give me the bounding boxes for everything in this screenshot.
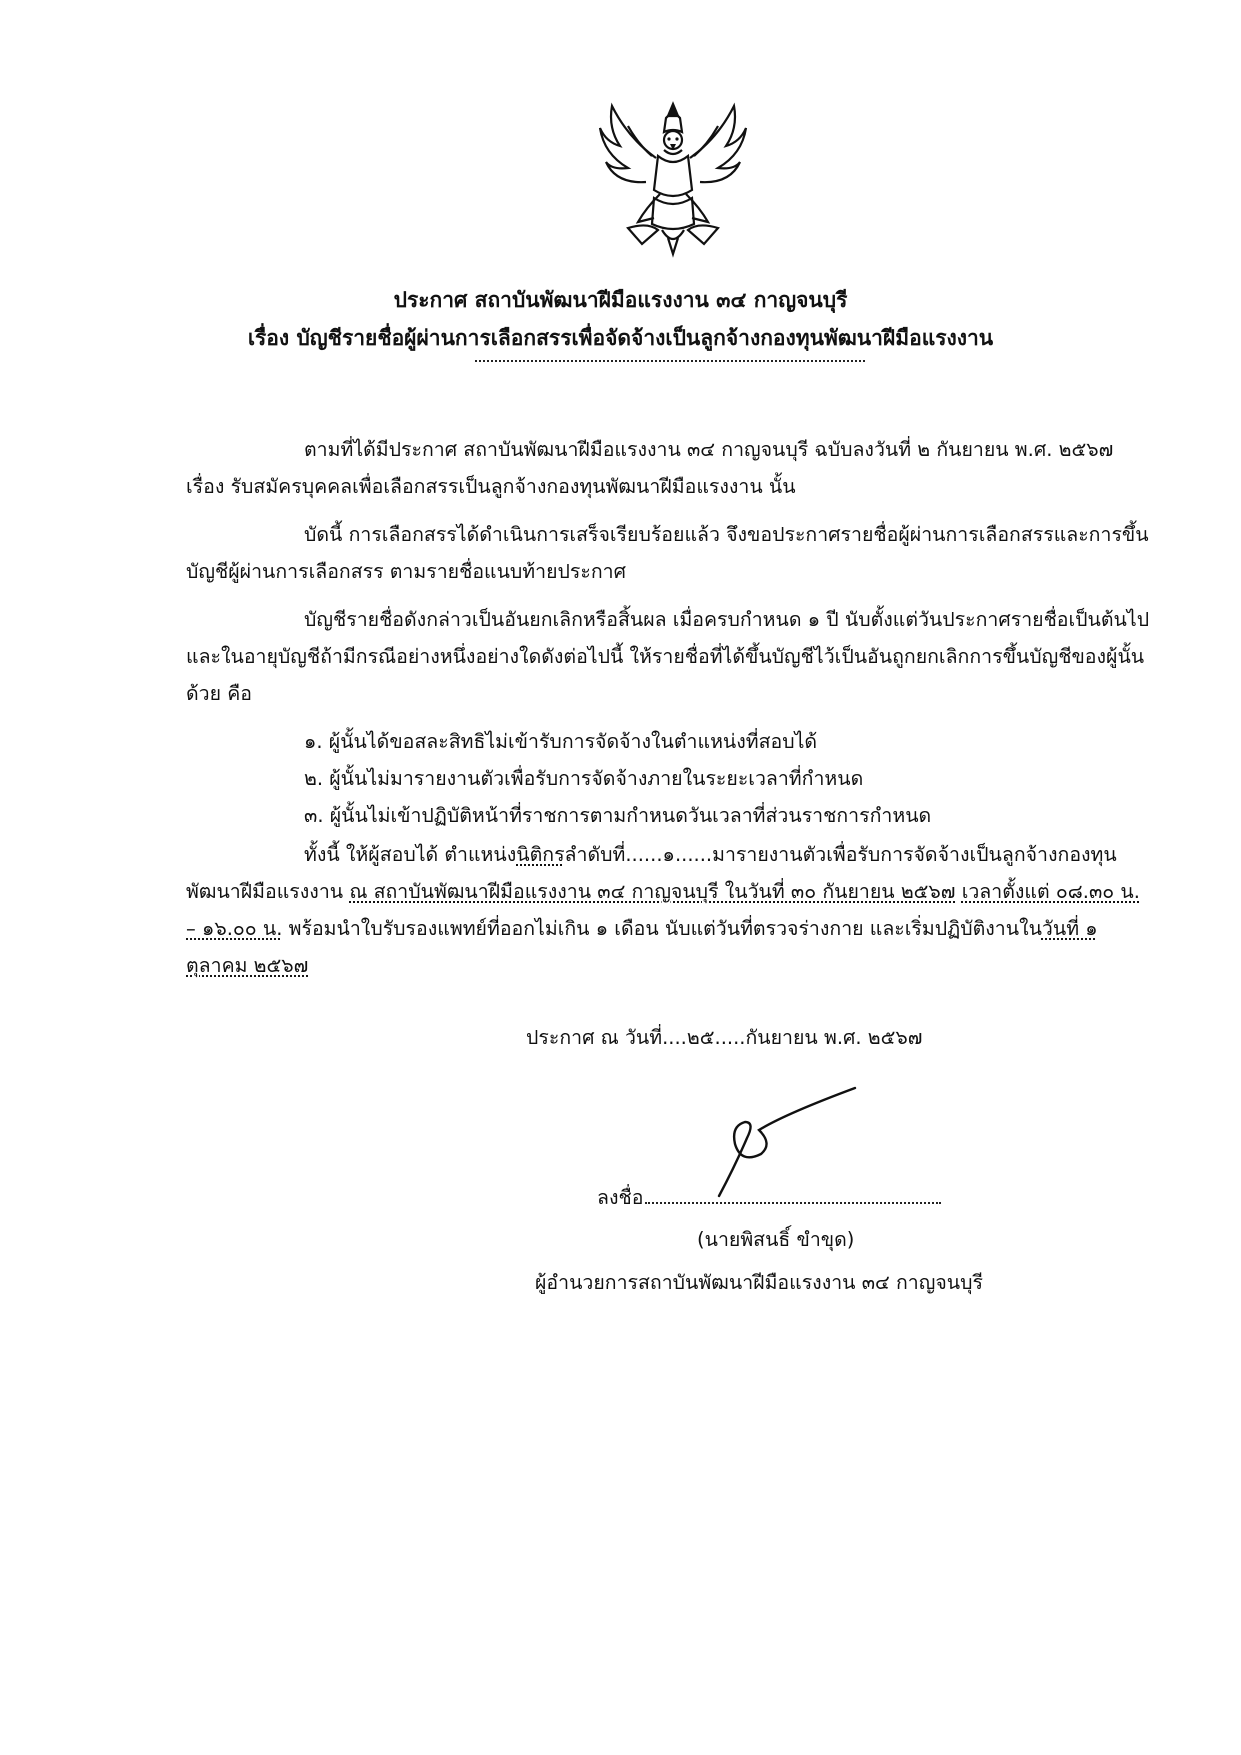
signature-label: ลงชื่อ [597,1186,644,1209]
reporting-intro: ทั้งนี้ ให้ผู้สอบได้ ตำแหน่ง [304,843,517,866]
signer-position: ผู้อำนวยการสถาบันพัฒนาฝีมือแรงงาน ๓๔ กาญจนบุรี [535,1271,983,1294]
list-item: ๓. ผู้นั้นไม่เข้าปฏิบัติหน้าที่ราชการตามกำหนดวันเวลาที่ส่วนราชการกำหนด [304,804,932,827]
announce-date-label: ประกาศ ณ วันที่.... [526,1026,687,1049]
paragraph-reference-text: ตามที่ได้มีประกาศ สถาบันพัฒนาฝีมือแรงงาน ๓๔ กาญจนบุรี ฉบับลงวันที่ ๒ กันยายน พ.ศ. ๒๕๖๗ เรื่อง รับสมัครบุคคลเพื่อเลือกสรรเป็นลูกจ้างกองทุนพัฒนาฝีมือแรงงาน นั้น [186,438,1114,498]
paragraph-reference [186,431,1154,505]
paragraph-result [186,516,1154,590]
signer-name: (นายพิสนธิ์ ขำขุด) [697,1228,855,1251]
announce-date [526,1022,922,1053]
paragraph-result-text: บัดนี้ การเลือกสรรได้ดำเนินการเสร็จเรียบร้อยแล้ว จึงขอประกาศรายชื่อผู้ผ่านการเลือกสรรและการขึ้นบัญชีผู้ผ่านการเลือกสรร ตามรายชื่อแนบท้ายประกาศ [186,523,1149,583]
reporting-medical-text: พร้อมนำใบรับรองแพทย์ที่ออกไม่เกิน ๑ เดือน นับแต่วันที่ตรวจร่างกาย และเริ่มปฏิบัติงานใน [282,917,1042,940]
list-item: ๒. ผู้นั้นไม่มารายงานตัวเพื่อรับการจัดจ้างภายในระยะเวลาที่กำหนด [304,767,864,790]
start-date: วันที่ ๑ ตุลาคม ๒๕๖๗ [186,917,1098,977]
signature-line [597,1182,941,1213]
reporting-place-date: ณ สถาบันพัฒนาฝีมือแรงงาน ๓๔ กาญจนบุรี ในวันที่ ๓๐ กันยายน ๒๕๖๗ [349,880,956,903]
list-item: ๑. ผู้นั้นได้ขอสละสิทธิไม่เข้ารับการจัดจ้างในตำแหน่งที่สอบได้ [304,730,818,753]
announce-day: ๒๕ [686,1026,715,1049]
announce-month-year: .....กันยายน พ.ศ. ๒๕๖๗ [714,1026,923,1049]
paragraph-reporting [186,836,1154,984]
reporting-time: เวลาตั้งแต่ ๐๘.๓๐ น. – ๑๖.๐๐ น. [186,880,1140,940]
announcement-title: ประกาศ สถาบันพัฒนาฝีมือแรงงาน ๓๔ กาญจนบุรี [393,288,848,312]
reporting-text: ......มารายงานตัวเพื่อรับการจัดจ้างเป็นลูกจ้างกองทุนพัฒนาฝีมือแรงงาน [186,843,1117,903]
rank-label: ลำดับที่...... [564,843,663,866]
title-divider [475,360,865,362]
paragraph-validity-text: บัญชีรายชื่อดังกล่าวเป็นอันยกเลิกหรือสิ้นผล เมื่อครบกำหนด ๑ ปี นับตั้งแต่วันประกาศรายชื่อเป็นต้นไป และในอายุบัญชีถ้ามีกรณีอย่างหนึ่งอย่างใดดังต่อไปนี้ ให้รายชื่อที่ได้ขึ้นบัญชีไว้เป็นอันถูกยกเลิกการขึ้นบัญชีของผู้นั้นด้วย คือ [186,608,1150,705]
position-value: นิติกร [516,843,565,866]
signature-dots [645,1202,941,1204]
garuda-emblem-icon [598,98,748,258]
paragraph-validity [186,601,1154,712]
announcement-subject: เรื่อง บัญชีรายชื่อผู้ผ่านการเลือกสรรเพื่อจัดจ้างเป็นลูกจ้างกองทุนพัฒนาฝีมือแรงงาน [247,326,994,350]
paragraph-reporting-text [186,836,1154,984]
rank-value: ๑ [662,843,675,866]
